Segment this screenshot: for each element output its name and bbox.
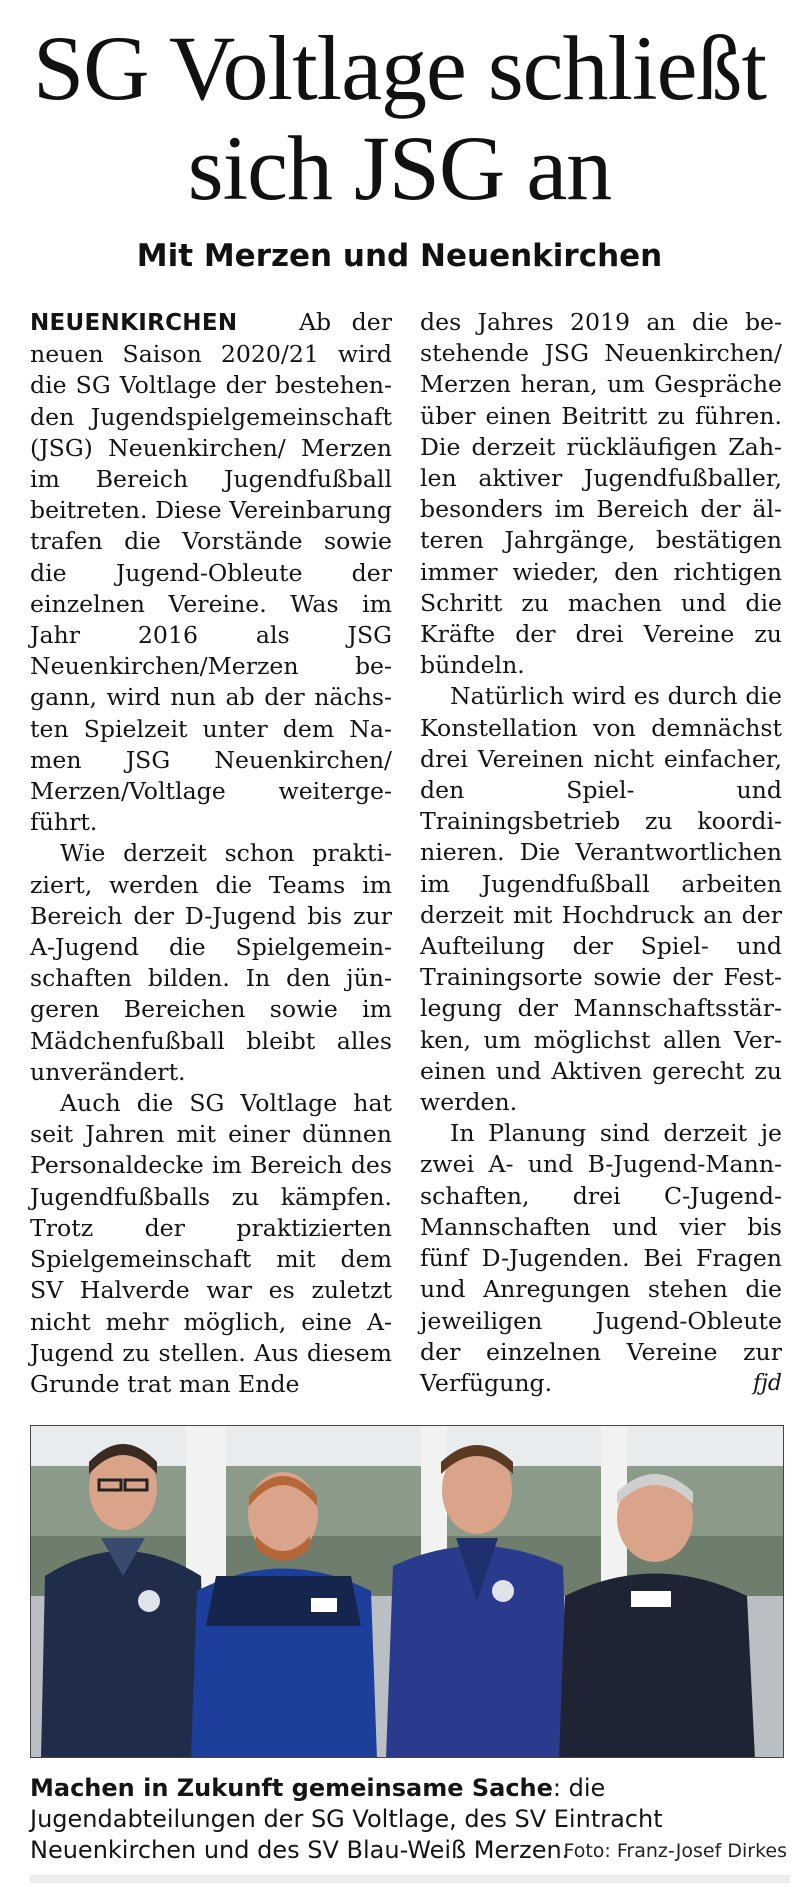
team-photo xyxy=(30,1425,784,1758)
bottom-divider xyxy=(30,1875,790,1883)
paragraph: Auch die SG Voltlage hat seit Jahren mit einer dünnen Personaldecke im Bereich des Jugendfußballs zu kämpfen. Trotz der praktizierten Spielgemeinschaft mit dem SV Halverde war es zuletzt nicht mehr möglich, eine A-Jugend zu stellen. Aus diesem Grunde trat man Ende xyxy=(30,1089,392,1398)
paragraph: des Jahres 2019 an die bestehende JSG Neuenkirchen/ Merzen heran, um Gespräche über einen Beitritt zu führen. Die derzeit rückläufigen Zahlen aktiver Jugendfußballer, besonders im Bereich der älteren Jahrgänge, bestätigen immer wieder, den richtigen Schritt zu machen und die Kräfte der drei Vereine zu bündeln. xyxy=(420,308,782,680)
paragraph: Wie derzeit schon praktiziert, werden die Teams im Bereich der D-Jugend bis zur A-Jugend die Spielgemeinschaften bilden. In den jüngeren Bereichen sowie im Mädchenfußball bleibt alles unverändert. xyxy=(30,839,392,1086)
dateline: NEUENKIRCHEN xyxy=(30,310,238,336)
article-column-right xyxy=(420,307,782,1399)
subheadline: Mit Merzen und Neuenkirchen xyxy=(136,238,663,274)
caption-text: : die Jugendabteilungen der SG Voltlage, des SV Eintracht Neuenkirchen und des SV Blau-Weiß Merzen. xyxy=(30,1774,663,1864)
article-column-left xyxy=(30,307,392,1400)
paragraph xyxy=(420,1118,782,1399)
headline xyxy=(0,18,799,218)
photo-credit: Foto: Franz-Josef Dirkes xyxy=(563,1840,787,1862)
headline-line-2: sich JSG an xyxy=(187,117,612,219)
author-initials: fjd xyxy=(752,1370,782,1396)
paragraph xyxy=(30,307,392,838)
paragraph-text: In Planung sind derzeit je zwei A- und B-Jugend-Mannschaften, drei C-Jugend-Mannschaften und vier bis fünf D-Jugenden. Bei Fragen und Anregungen stehen die jeweiligen Jugend-Obleute der einzelnen Vereine zur Verfügung. xyxy=(420,1119,782,1397)
headline-line-1: SG Voltlage schließt xyxy=(32,17,767,119)
paragraph-text: Ab der neuen Saison 2020/21 wird die SG Voltlage der bestehenden Jugendspielgemeinschaft (JSG) Neuenkirchen/ Merzen im Bereich Jugendfußball beitreten. Diese Vereinbarung trafen die Vorstände sowie die Jugend-Obleute der einzelnen Vereine. Was im Jahr 2016 als JSG Neuenkirchen/Merzen begann, wird nun ab der nächsten Spielzeit unter dem Namen JSG Neuenkirchen/ Merzen/Voltlage weitergeführt. xyxy=(30,308,392,837)
paragraph: Natürlich wird es durch die Konstellation von demnächst drei Vereinen nicht einfacher, den Spiel- und Trainingsbetrieb zu koordinieren. Die Verantwortlichen im Jugendfußball arbeiten derzeit mit Hochdruck an der Aufteilung der Spiel- und Trainingsorte sowie der Festlegung der Mannschaftsstärken, um möglichst allen Vereinen und Aktiven gerecht zu werden. xyxy=(420,682,782,1117)
caption-bold: Machen in Zukunft gemeinsame Sache xyxy=(30,1774,553,1802)
